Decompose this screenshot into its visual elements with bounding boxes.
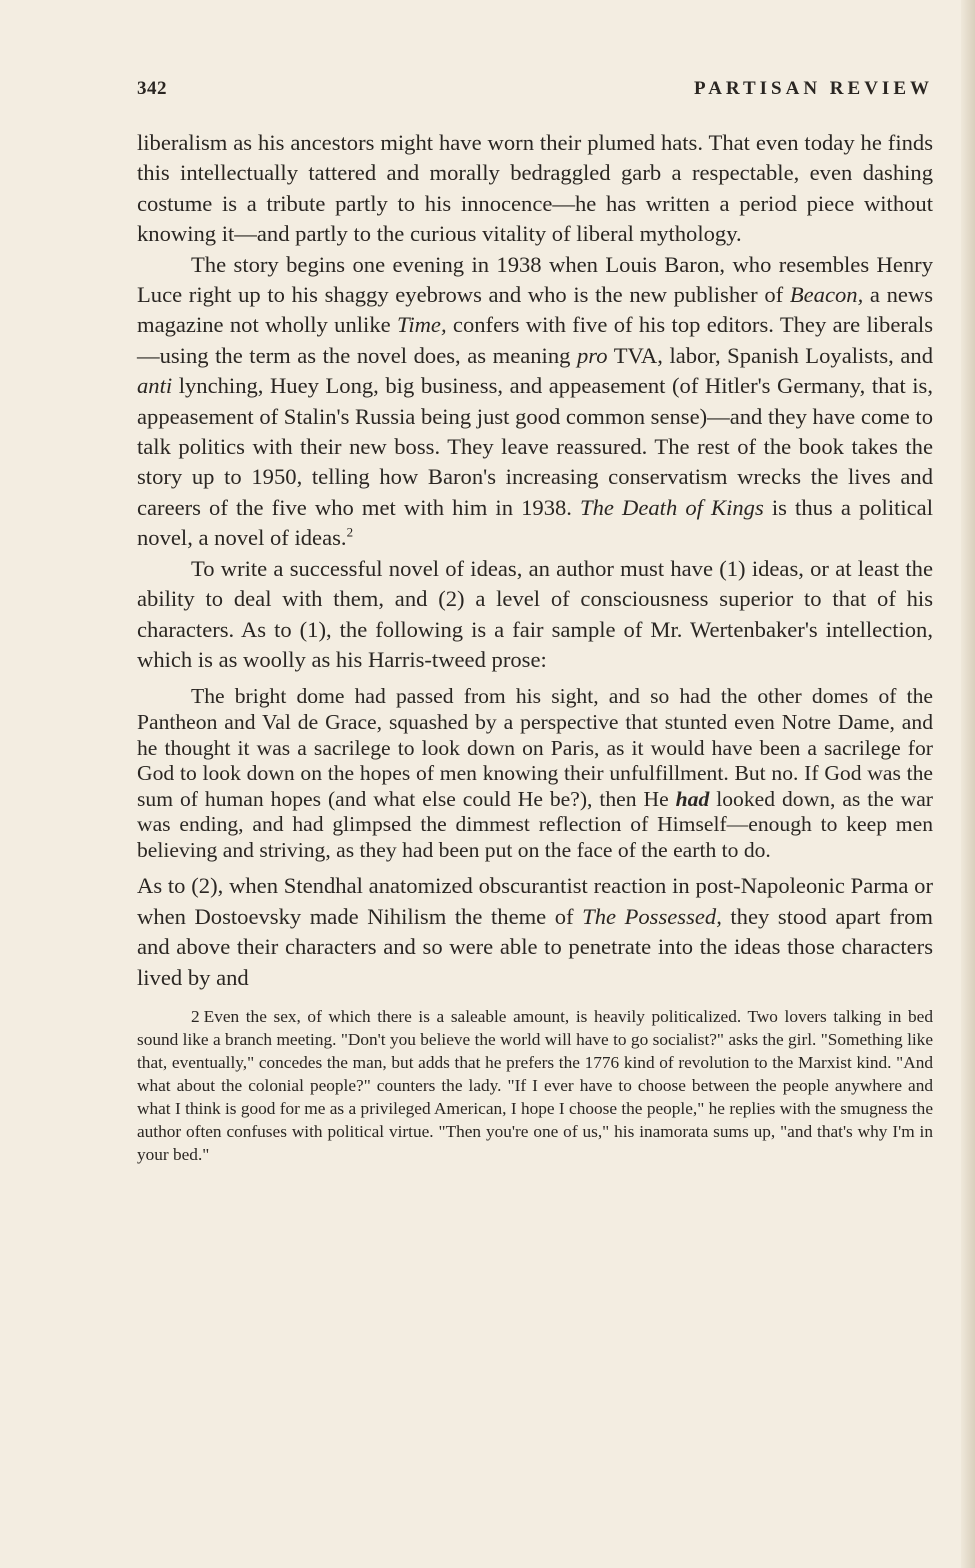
footnote-number: 2 — [191, 1007, 200, 1027]
paragraph-4 — [137, 871, 933, 993]
book-title-the-possessed: The Possessed, — [582, 903, 722, 929]
paragraph-4-text-a: As to (2), when Stendhal anatomized obscurantist reaction in post-Napoleonic Parma or when Dostoevsky made Nihilism the theme of — [137, 873, 933, 929]
quote-text-a: The bright dome had passed from his sight, and so had the other domes of the Pantheon and Val de Grace, squashed by a perspective that stunted even Notre Dame, and he thought it was a sacrilege to look down on Paris, as it would have been a sacrilege for God to look down on the hopes of men knowing their unfulfillment. But no. If God was the sum of human hopes (and what else could He be?), then He — [137, 684, 933, 811]
paragraph-2-text-f: is thus a political novel, a novel of ideas. — [137, 494, 933, 551]
emphasis-anti: anti — [137, 373, 173, 399]
paragraph-4-text-b: they stood apart from and above their characters and so were able to penetrate into the ideas those characters lived by and — [137, 903, 933, 990]
paragraph-2 — [137, 250, 933, 554]
page-edge-shadow — [961, 0, 975, 1568]
article-body — [137, 128, 933, 1166]
paragraph-2-text-a: The story begins one evening in 1938 when Louis Baron, who resembles Henry Luce right up to his shaggy eyebrows and who is the new publisher of — [137, 251, 933, 308]
page-number: 342 — [137, 78, 167, 99]
paragraph-2-text-b: a news magazine not wholly unlike — [137, 282, 933, 338]
magazine-name-time: Time, — [397, 312, 447, 338]
footnote — [137, 1005, 933, 1166]
paragraph-2-text-d: TVA, labor, Spanish Loyalists, and — [607, 342, 933, 368]
magazine-name-beacon: Beacon, — [789, 282, 864, 308]
paragraph-2-text-c: confers with five of his top editors. They are liberals—using the term as the novel does, as meaning — [137, 312, 933, 368]
paragraph-2-text-e: lynching, Huey Long, big business, and appeasement (of Hitler's Germany, that is, appeasement of Stalin's Russia being just good common sense)—and they have come to talk politics with their new boss. They leave reassured. The rest of the book takes the story up to 1950, telling how Baron's increasing conservatism wrecks the lives and careers of the five who met with him in 1938. — [137, 373, 933, 520]
footnote-text: Even the sex, of which there is a saleable amount, is heavily politicalized. Two lovers talking in bed sound like a branch meeting. "Don't you believe the world will have to go socialist?" asks the girl. "Something like that, eventually," concedes the man, but adds that he prefers the 1776 kind of revolution to the Marxist kind. "And what about the colonial people?" counters the lady. "If I ever have to choose between the people anywhere and what I think is good for me as a privileged American, I hope I choose the people," he replies with the smugness the author often confuses with political virtue. "Then you're one of us," his inamorata sums up, "and that's why I'm in your bed." — [137, 1007, 933, 1165]
footnote-marker: 2 — [346, 524, 354, 540]
paragraph-1: liberalism as his ancestors might have worn their plumed hats. That even today he finds this intellectually tattered and morally bedraggled garb a respectable, even dashing costume is a tribute partly to his innocence—he has written a period piece without knowing it—and partly to the curious vitality of liberal mythology. — [137, 130, 933, 247]
paragraph-3: To write a successful novel of ideas, an author must have (1) ideas, or at least the ability to deal with them, and (2) a level of consciousness superior to that of his characters. As to (1), the following is a fair sample of Mr. Wertenbaker's intellection, which is as woolly as his Harris-tweed prose: — [137, 555, 933, 672]
running-head: PARTISAN REVIEW — [694, 78, 933, 99]
book-title-death-of-kings: The Death of Kings — [580, 494, 764, 520]
quote-text-b: looked down, as the war was ending, and had glimpsed the dimmest reflection of Himself—enough to keep men believing and striving, as they had been put on the face of the earth to do. — [137, 786, 933, 862]
emphasis-pro: pro — [576, 342, 608, 368]
emphasis-had: had — [675, 786, 710, 811]
page-header — [137, 78, 933, 108]
block-quote — [137, 684, 933, 863]
